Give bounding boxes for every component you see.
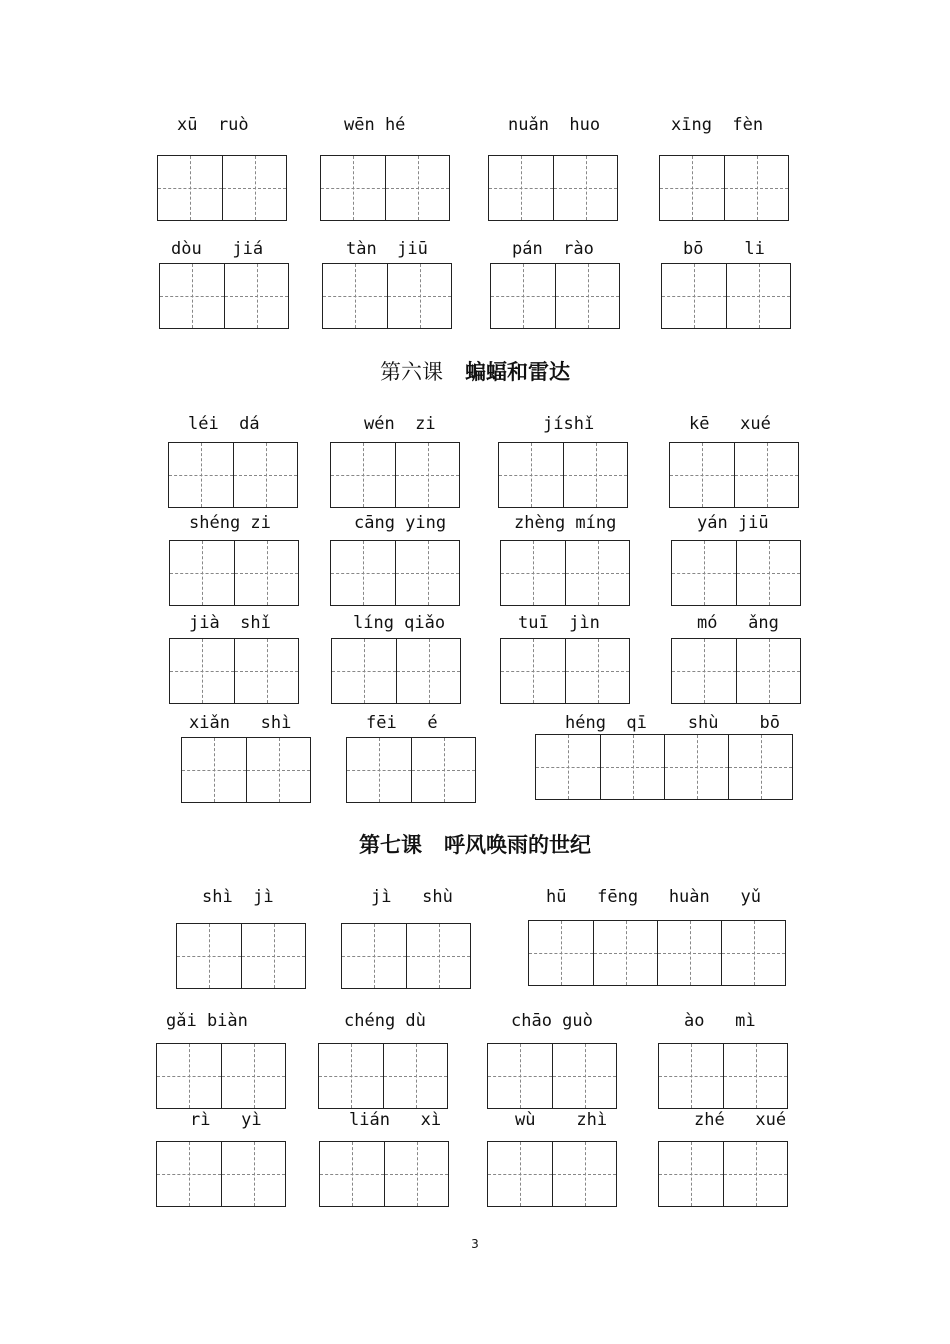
pinyin-label: wēn hé bbox=[344, 115, 406, 135]
writing-grid bbox=[488, 155, 618, 221]
pinyin-label: fēi é bbox=[366, 713, 438, 733]
pinyin-label: dòu jiá bbox=[171, 239, 264, 259]
pinyin-label: hū fēng huàn yǔ bbox=[546, 887, 761, 907]
writing-grid bbox=[320, 155, 450, 221]
writing-grid bbox=[318, 1043, 448, 1109]
writing-grid bbox=[498, 442, 628, 508]
pinyin-label: jì shù bbox=[371, 887, 453, 907]
writing-grid bbox=[159, 263, 289, 329]
writing-grid bbox=[330, 442, 460, 508]
pinyin-label: tuī jìn bbox=[518, 613, 600, 633]
writing-grid bbox=[341, 923, 471, 989]
writing-grid bbox=[535, 734, 793, 800]
writing-grid bbox=[487, 1141, 617, 1207]
pinyin-label: rì yì bbox=[190, 1110, 262, 1130]
pinyin-label: jíshǐ bbox=[543, 414, 595, 434]
pinyin-label: léi dá bbox=[188, 414, 260, 434]
pinyin-label: nuǎn huo bbox=[508, 115, 601, 135]
pinyin-label: shéng zi bbox=[189, 513, 271, 533]
lesson-number: 第七课 bbox=[359, 833, 422, 857]
writing-grid bbox=[490, 263, 620, 329]
pinyin-label: tàn jiū bbox=[346, 239, 428, 259]
writing-grid bbox=[181, 737, 311, 803]
writing-grid bbox=[658, 1141, 788, 1207]
pinyin-label: kē xué bbox=[689, 414, 771, 434]
writing-grid bbox=[156, 1141, 286, 1207]
writing-grid bbox=[157, 155, 287, 221]
pinyin-label: zhèng míng bbox=[514, 513, 617, 533]
writing-grid bbox=[658, 1043, 788, 1109]
writing-grid bbox=[330, 540, 460, 606]
writing-grid bbox=[169, 638, 299, 704]
lesson-number: 第六课 bbox=[380, 360, 443, 384]
page-number: 3 bbox=[471, 1237, 479, 1251]
pinyin-label: chāo guò bbox=[511, 1011, 593, 1031]
writing-grid bbox=[659, 155, 789, 221]
writing-grid bbox=[322, 263, 452, 329]
pinyin-label: wén zi bbox=[364, 414, 436, 434]
writing-grid bbox=[500, 540, 630, 606]
writing-grid bbox=[331, 638, 461, 704]
pinyin-label: wù zhì bbox=[515, 1110, 608, 1130]
writing-grid bbox=[671, 638, 801, 704]
pinyin-label: héng qī shù bō bbox=[565, 713, 780, 733]
pinyin-label: cāng ying bbox=[354, 513, 447, 533]
pinyin-label: chéng dù bbox=[344, 1011, 426, 1031]
section-title bbox=[0, 829, 950, 859]
pinyin-label: ào mì bbox=[684, 1011, 756, 1031]
pinyin-label: xīng fèn bbox=[671, 115, 764, 135]
writing-grid bbox=[346, 737, 476, 803]
section-title bbox=[0, 356, 950, 386]
pinyin-label: pán rào bbox=[512, 239, 594, 259]
pinyin-label: mó ǎng bbox=[697, 613, 779, 633]
pinyin-label: xū ruò bbox=[177, 115, 249, 135]
writing-grid bbox=[156, 1043, 286, 1109]
writing-grid bbox=[528, 920, 786, 986]
pinyin-label: bō li bbox=[683, 239, 765, 259]
pinyin-label: zhé xué bbox=[694, 1110, 787, 1130]
pinyin-label: shì jì bbox=[202, 887, 274, 907]
lesson-name: 呼风唤雨的世纪 bbox=[444, 833, 591, 857]
pinyin-label: yán jiū bbox=[697, 513, 769, 533]
writing-grid bbox=[671, 540, 801, 606]
writing-grid bbox=[168, 442, 298, 508]
writing-grid bbox=[661, 263, 791, 329]
pinyin-label: jià shǐ bbox=[189, 613, 271, 633]
writing-grid bbox=[487, 1043, 617, 1109]
pinyin-label: lián xì bbox=[349, 1110, 442, 1130]
pinyin-label: xiǎn shì bbox=[189, 713, 292, 733]
writing-grid bbox=[669, 442, 799, 508]
writing-grid bbox=[500, 638, 630, 704]
lesson-name: 蝙蝠和雷达 bbox=[465, 360, 570, 384]
writing-grid bbox=[176, 923, 306, 989]
writing-grid bbox=[319, 1141, 449, 1207]
pinyin-label: gǎi biàn bbox=[166, 1011, 248, 1031]
pinyin-label: líng qiǎo bbox=[353, 613, 446, 633]
writing-grid bbox=[169, 540, 299, 606]
